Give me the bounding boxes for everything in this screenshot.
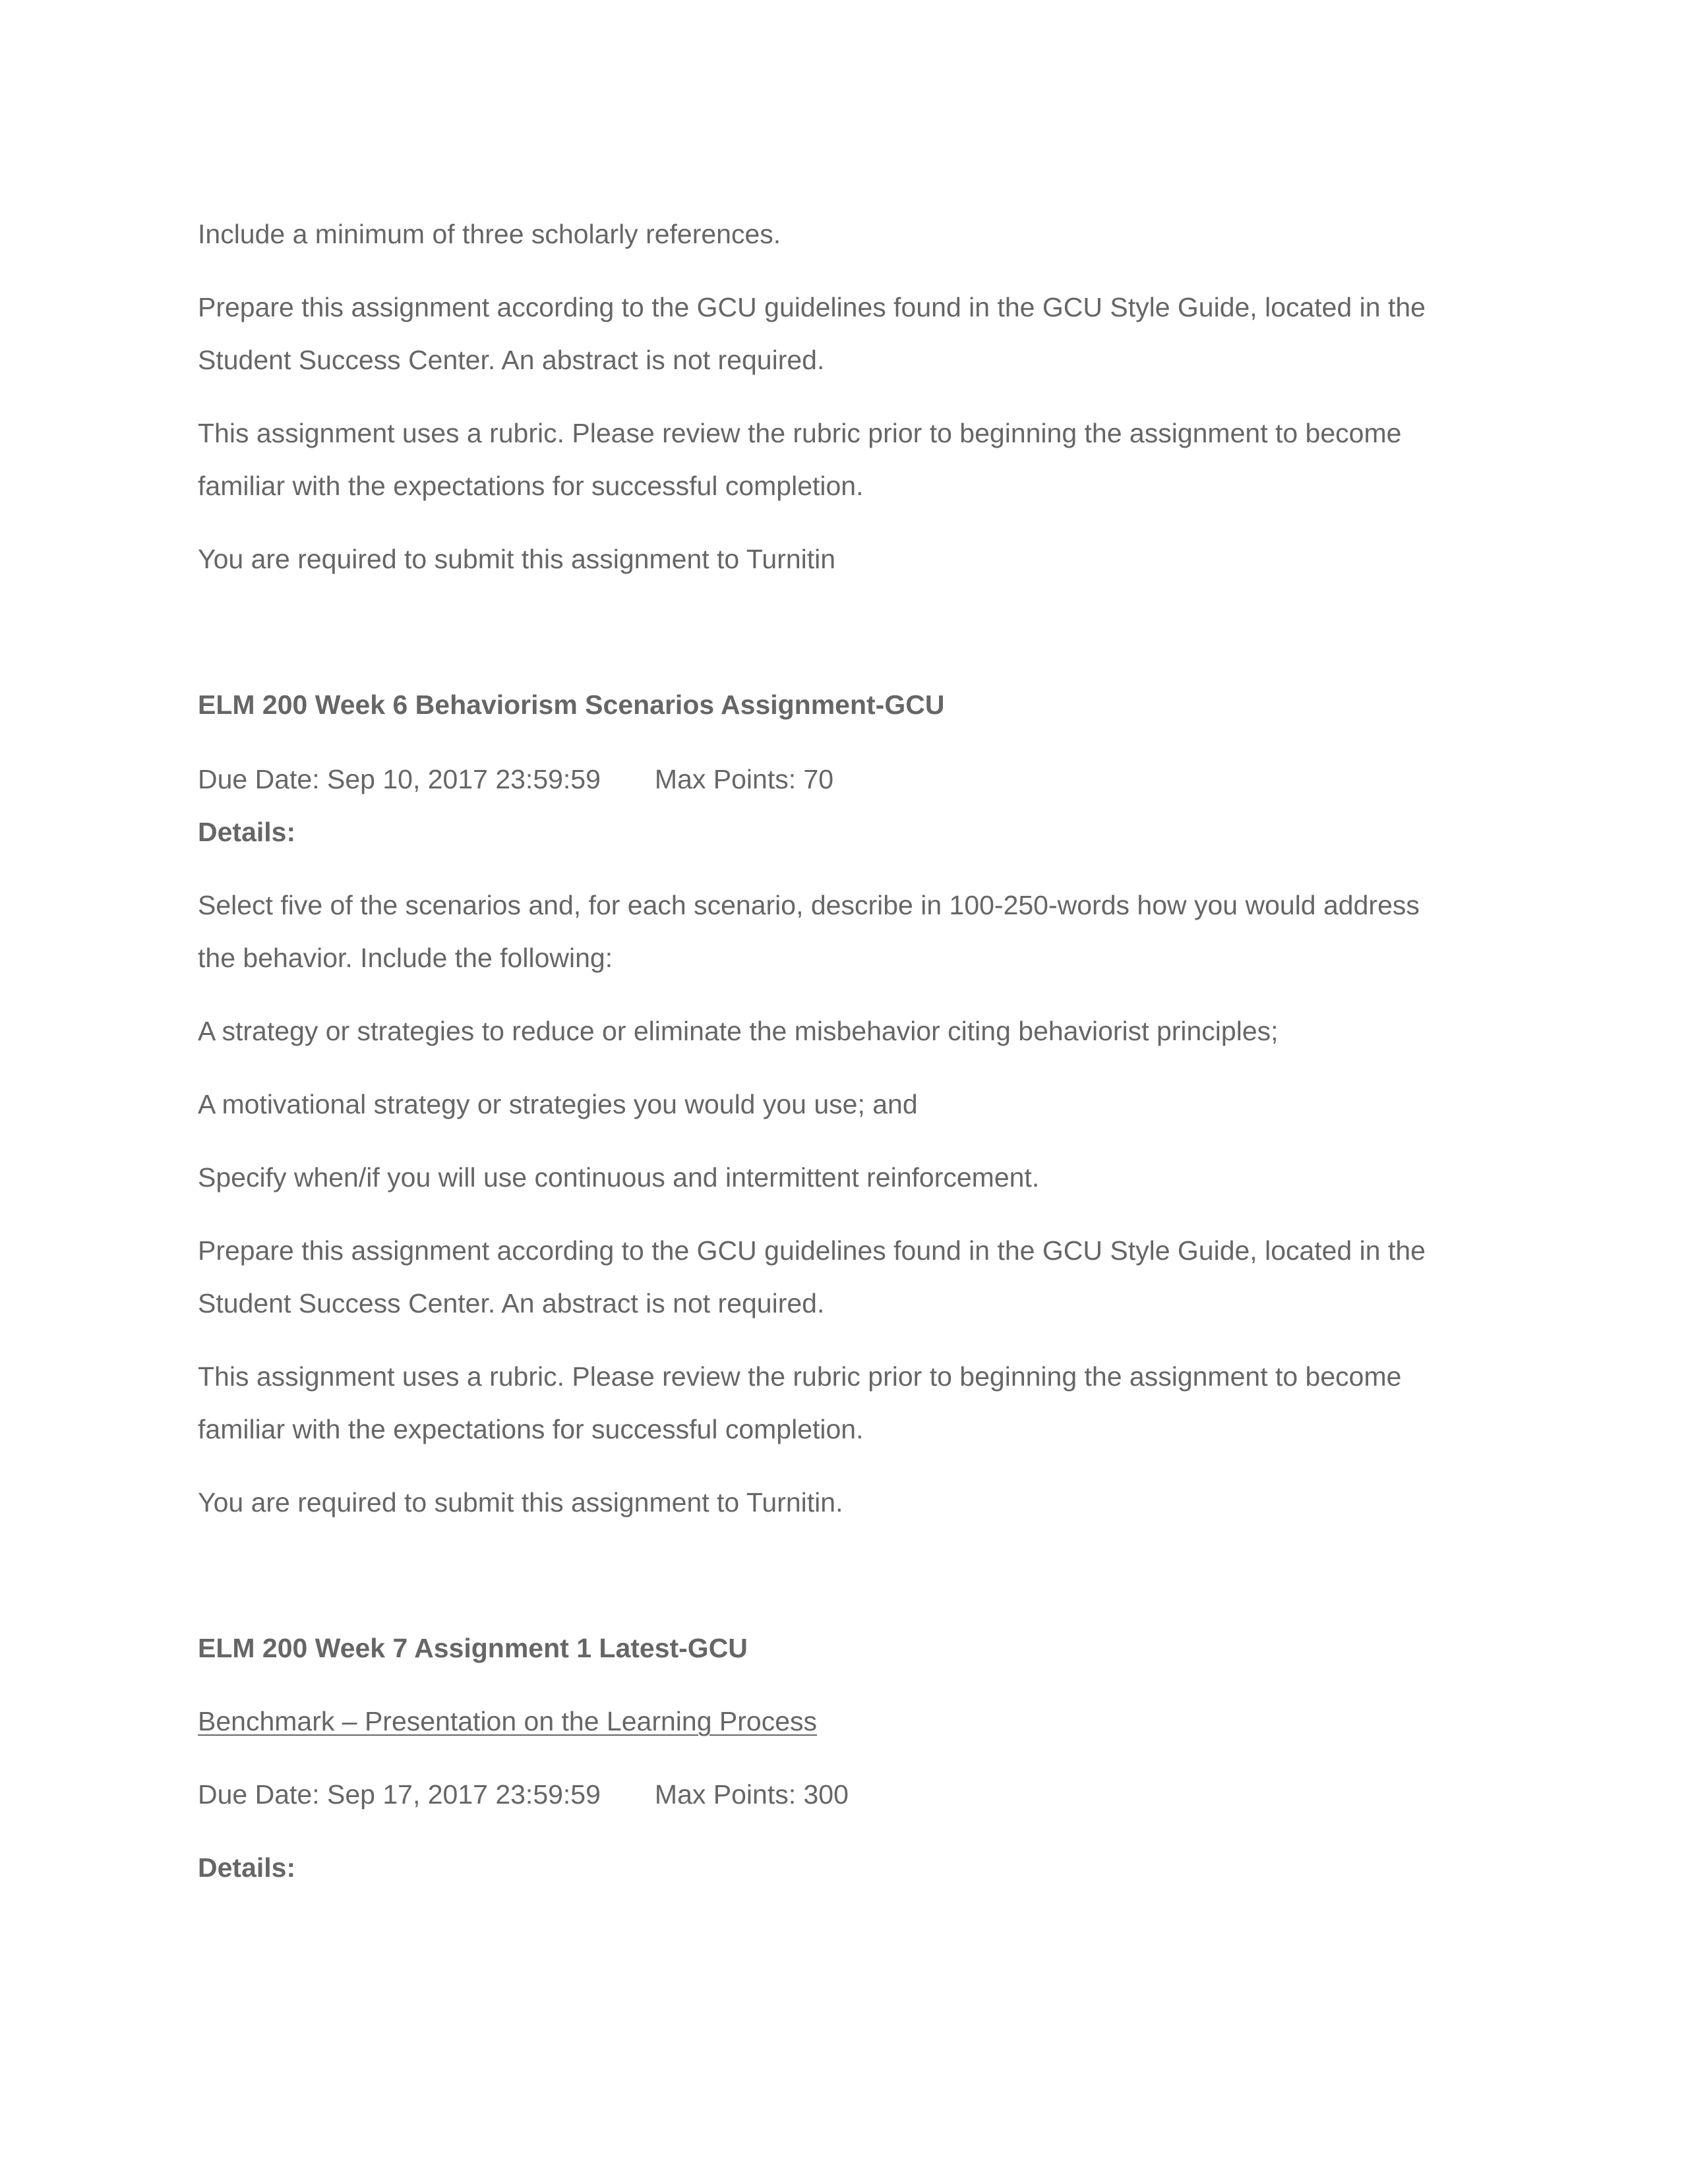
list-item-motivational: A motivational strategy or strategies you would you use; and xyxy=(198,1089,918,1119)
paragraph-rubric-b-line2: familiar with the expectations for successful completion. xyxy=(198,1414,864,1444)
due-date-row-week6 xyxy=(198,763,833,795)
heading-week6: ELM 200 Week 6 Behaviorism Scenarios Assignment-GCU xyxy=(198,690,945,720)
paragraph-guidelines-line2: Student Success Center. An abstract is not required. xyxy=(198,345,825,375)
details-label-week6: Details: xyxy=(198,817,296,847)
details-label-week7: Details: xyxy=(198,1852,296,1883)
paragraph-guidelines-b-line1: Prepare this assignment according to the GCU guidelines found in the GCU Style Guide, located in the xyxy=(198,1235,1426,1266)
due-date-week6: Due Date: Sep 10, 2017 23:59:59 xyxy=(198,764,601,794)
paragraph-scenarios-line2: the behavior. Include the following: xyxy=(198,943,613,973)
paragraph-turnitin-b: You are required to submit this assignment to Turnitin. xyxy=(198,1487,843,1518)
heading-week7: ELM 200 Week 7 Assignment 1 Latest-GCU xyxy=(198,1633,748,1663)
due-date-row-week7 xyxy=(198,1779,849,1810)
paragraph-rubric-b-line1: This assignment uses a rubric. Please review the rubric prior to beginning the assignment to become xyxy=(198,1361,1402,1392)
max-points-week6: Max Points: 70 xyxy=(654,764,834,794)
paragraph-rubric-line1: This assignment uses a rubric. Please review the rubric prior to beginning the assignment to become xyxy=(198,418,1402,448)
due-date-week7: Due Date: Sep 17, 2017 23:59:59 xyxy=(198,1779,601,1810)
max-points-week7: Max Points: 300 xyxy=(654,1779,849,1810)
paragraph-scenarios-line1: Select five of the scenarios and, for each scenario, describe in 100-250-words how you would address xyxy=(198,890,1420,920)
paragraph-guidelines-line1: Prepare this assignment according to the GCU guidelines found in the GCU Style Guide, located in the xyxy=(198,292,1426,322)
list-item-strategy: A strategy or strategies to reduce or eliminate the misbehavior citing behaviorist principles; xyxy=(198,1016,1279,1046)
paragraph-references: Include a minimum of three scholarly references. xyxy=(198,219,781,249)
paragraph-turnitin: You are required to submit this assignment to Turnitin xyxy=(198,544,836,574)
list-item-reinforcement: Specify when/if you will use continuous and intermittent reinforcement. xyxy=(198,1162,1040,1193)
paragraph-rubric-line2: familiar with the expectations for successful completion. xyxy=(198,471,864,501)
paragraph-guidelines-b-line2: Student Success Center. An abstract is not required. xyxy=(198,1288,825,1318)
benchmark-link[interactable]: Benchmark – Presentation on the Learning Process xyxy=(198,1706,817,1736)
